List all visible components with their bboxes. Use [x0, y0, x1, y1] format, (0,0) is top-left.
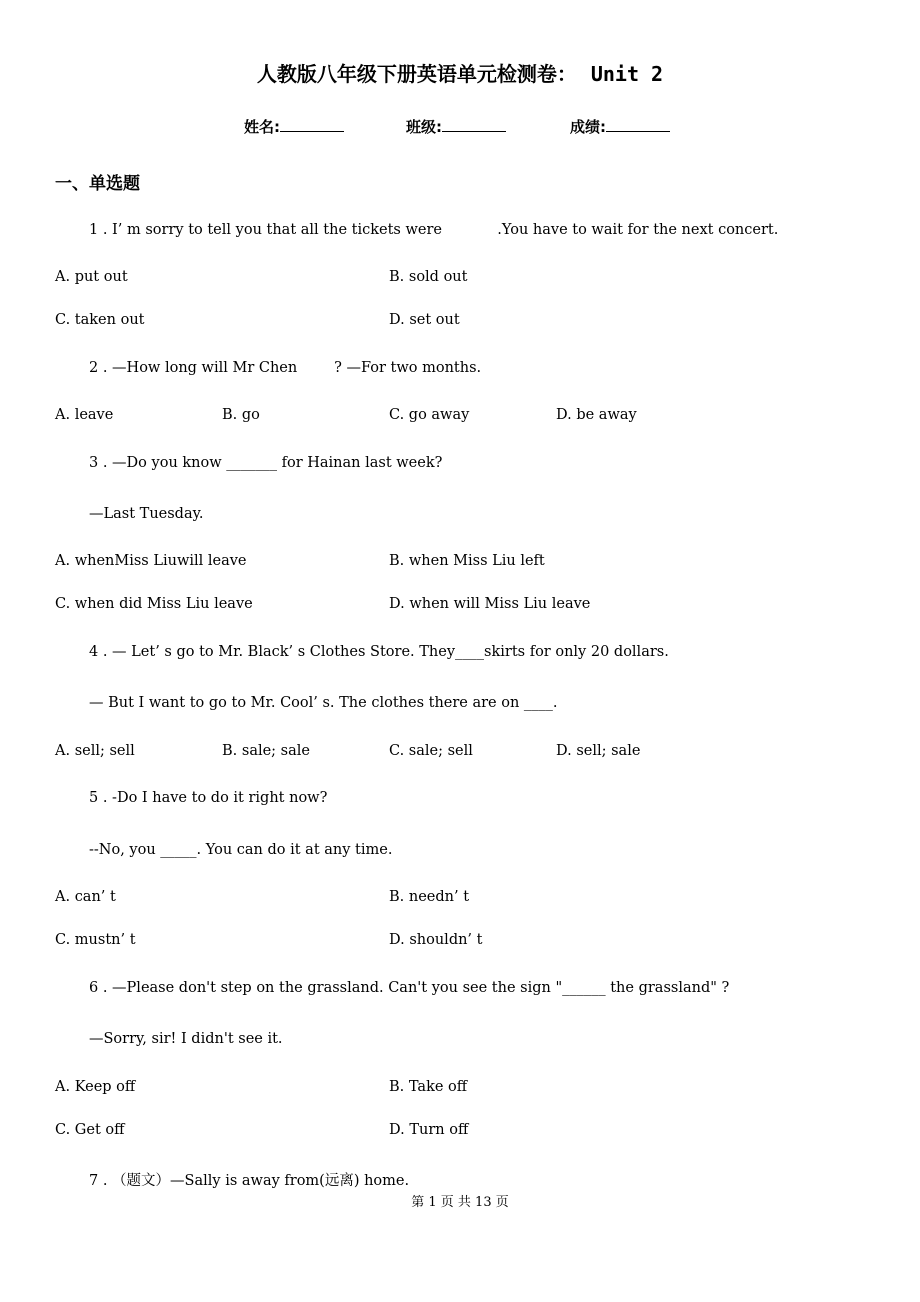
- question-7-stem: 7 . （题文）—Sally is away from(远离) home.: [89, 1173, 410, 1189]
- question-6-option-c: C. Get off: [55, 1122, 125, 1138]
- question-6-option-b: B. Take off: [389, 1079, 468, 1095]
- question-3-option-b: B. when Miss Liu left: [389, 553, 545, 569]
- question-4-option-a: A. sell; sell: [55, 743, 135, 759]
- class-blank: [442, 117, 506, 132]
- question-1-stem: 1 . I’ m sorry to tell you that all the tickets were .You have to wait for the next concert.: [89, 222, 779, 238]
- question-1-option-a: A. put out: [55, 269, 128, 285]
- question-6-line-2: —Sorry, sir! I didn't see it.: [89, 1031, 283, 1047]
- page-footer: 第 1 页 共 13 页: [411, 1195, 509, 1210]
- question-3-option-c: C. when did Miss Liu leave: [55, 596, 253, 612]
- question-2-option-a: A. leave: [55, 407, 114, 423]
- question-5-option-a: A. can’ t: [55, 889, 116, 905]
- question-3-line-2: —Last Tuesday.: [89, 506, 204, 522]
- question-4-stem: 4 . — Let’ s go to Mr. Black’ s Clothes Store. They____skirts for only 20 dollars.: [89, 644, 669, 660]
- section-heading: 一、单选题: [55, 174, 140, 194]
- question-5-option-b: B. needn’ t: [389, 889, 470, 905]
- question-3-stem: 3 . —Do you know _______ for Hainan last week?: [89, 455, 443, 471]
- question-1-option-d: D. set out: [389, 312, 460, 328]
- title-unit: Unit 2: [590, 62, 664, 86]
- question-4-option-b: B. sale; sale: [222, 743, 310, 759]
- question-2-option-b: B. go: [222, 407, 260, 423]
- question-5-line-2: --No, you _____. You can do it at any time.: [89, 842, 393, 858]
- question-3-option-d: D. when will Miss Liu leave: [389, 596, 591, 612]
- question-5-stem: 5 . -Do I have to do it right now?: [89, 790, 328, 806]
- title-cn: 人教版八年级下册英语单元检测卷：: [256, 62, 577, 86]
- question-6-option-d: D. Turn off: [389, 1122, 469, 1138]
- name-label: 姓名:: [244, 118, 280, 136]
- question-2-option-c: C. go away: [389, 407, 470, 423]
- question-3-option-a: A. whenMiss Liuwill leave: [55, 553, 247, 569]
- class-field: [406, 116, 506, 137]
- score-field: [570, 116, 670, 137]
- question-5-option-d: D. shouldn’ t: [389, 932, 483, 948]
- question-4-option-c: C. sale; sell: [389, 743, 473, 759]
- question-2-stem: 2 . —How long will Mr Chen ? —For two months.: [89, 360, 482, 376]
- question-1-option-c: C. taken out: [55, 312, 145, 328]
- class-label: 班级:: [406, 118, 442, 136]
- question-4-option-d: D. sell; sale: [556, 743, 641, 759]
- name-field: [244, 116, 344, 137]
- question-2-option-d: D. be away: [556, 407, 637, 423]
- name-blank: [280, 117, 344, 132]
- question-1-option-b: B. sold out: [389, 269, 468, 285]
- question-6-stem: 6 . —Please don't step on the grassland. Can't you see the sign "______ the grassland" ?: [89, 980, 730, 996]
- question-5-option-c: C. mustn’ t: [55, 932, 136, 948]
- page-title: [0, 58, 920, 87]
- score-blank: [606, 117, 670, 132]
- question-6-option-a: A. Keep off: [55, 1079, 136, 1095]
- question-4-line-2: — But I want to go to Mr. Cool’ s. The clothes there are on ____.: [89, 695, 558, 711]
- score-label: 成绩:: [570, 118, 606, 136]
